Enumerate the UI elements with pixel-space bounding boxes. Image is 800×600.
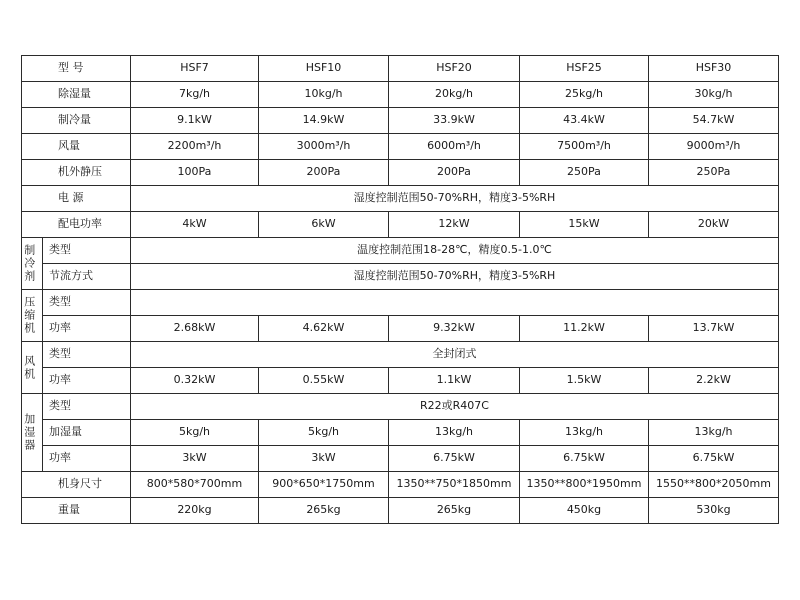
table-cell: [131, 290, 779, 316]
table-row: [22, 316, 779, 342]
table-row: [22, 498, 779, 524]
table-cell: 530kg: [649, 498, 779, 524]
table-cell: 265kg: [389, 498, 520, 524]
table-cell: 30kg/h: [649, 82, 779, 108]
row-label: 制冷量: [22, 108, 131, 134]
table-cell: 7500m³/h: [520, 134, 649, 160]
table-cell: 1.5kW: [520, 368, 649, 394]
table-cell: 20kW: [649, 212, 779, 238]
table-cell: 250Pa: [649, 160, 779, 186]
column-header: HSF10: [259, 56, 389, 82]
table-cell: 200Pa: [259, 160, 389, 186]
row-label: 类型: [43, 290, 131, 316]
table-cell: 54.7kW: [649, 108, 779, 134]
spec-table: [21, 55, 779, 524]
table-cell: R22或R407C: [131, 394, 779, 420]
column-header: HSF25: [520, 56, 649, 82]
table-row: [22, 134, 779, 160]
table-row: [22, 420, 779, 446]
table-row: [22, 264, 779, 290]
table-cell: 2.68kW: [131, 316, 259, 342]
row-label: 类型: [43, 342, 131, 368]
table-cell: 6.75kW: [520, 446, 649, 472]
table-row: [22, 160, 779, 186]
table-row: [22, 446, 779, 472]
row-label: 重量: [22, 498, 131, 524]
table-cell: 6.75kW: [649, 446, 779, 472]
table-cell: 0.32kW: [131, 368, 259, 394]
table-cell: 0.55kW: [259, 368, 389, 394]
table-cell: 900*650*1750mm: [259, 472, 389, 498]
group-label-refrigerant: 制冷剂: [22, 238, 43, 290]
row-label: 电 源: [22, 186, 131, 212]
table-row: [22, 82, 779, 108]
table-cell: 450kg: [520, 498, 649, 524]
table-row: [22, 56, 779, 82]
table-row: [22, 212, 779, 238]
table-row: [22, 342, 779, 368]
model-label: 型 号: [22, 56, 131, 82]
table-cell: 1350**800*1950mm: [520, 472, 649, 498]
row-label: 类型: [43, 394, 131, 420]
row-label: 风量: [22, 134, 131, 160]
row-label: 除湿量: [22, 82, 131, 108]
table-cell: 11.2kW: [520, 316, 649, 342]
table-cell: 1350**750*1850mm: [389, 472, 520, 498]
table-cell: 1.1kW: [389, 368, 520, 394]
row-label: 机身尺寸: [22, 472, 131, 498]
table-cell: 13kg/h: [389, 420, 520, 446]
row-label: 机外静压: [22, 160, 131, 186]
table-cell: 6.75kW: [389, 446, 520, 472]
table-row: [22, 238, 779, 264]
table-cell: 100Pa: [131, 160, 259, 186]
table-cell: 1550**800*2050mm: [649, 472, 779, 498]
table-cell: 9.1kW: [131, 108, 259, 134]
table-cell: 湿度控制范围50-70%RH，精度3-5%RH: [131, 264, 779, 290]
table-cell: 4.62kW: [259, 316, 389, 342]
table-cell: 265kg: [259, 498, 389, 524]
table-row: [22, 368, 779, 394]
table-cell: 10kg/h: [259, 82, 389, 108]
table-row: [22, 290, 779, 316]
table-cell: 800*580*700mm: [131, 472, 259, 498]
table-row: [22, 394, 779, 420]
table-cell: 9000m³/h: [649, 134, 779, 160]
table-cell: 13kg/h: [520, 420, 649, 446]
row-label: 功率: [43, 368, 131, 394]
table-cell: 3kW: [259, 446, 389, 472]
table-cell: 7kg/h: [131, 82, 259, 108]
row-label: 加湿量: [43, 420, 131, 446]
column-header: HSF20: [389, 56, 520, 82]
table-cell: 250Pa: [520, 160, 649, 186]
column-header: HSF30: [649, 56, 779, 82]
table-cell: 9.32kW: [389, 316, 520, 342]
table-cell: 43.4kW: [520, 108, 649, 134]
table-cell: 220kg: [131, 498, 259, 524]
row-label: 类型: [43, 238, 131, 264]
table-cell: 5kg/h: [131, 420, 259, 446]
group-label-compressor: 压缩机: [22, 290, 43, 342]
group-label-fan: 风机: [22, 342, 43, 394]
table-cell: 6000m³/h: [389, 134, 520, 160]
table-cell: 3000m³/h: [259, 134, 389, 160]
table-row: [22, 108, 779, 134]
table-cell: 14.9kW: [259, 108, 389, 134]
table-cell: 13kg/h: [649, 420, 779, 446]
table-cell: 2.2kW: [649, 368, 779, 394]
table-cell: 全封闭式: [131, 342, 779, 368]
table-row: [22, 186, 779, 212]
table-cell: 200Pa: [389, 160, 520, 186]
table-cell: 3kW: [131, 446, 259, 472]
group-label-humidifier: 加湿器: [22, 394, 43, 472]
table-row: [22, 472, 779, 498]
row-label: 节流方式: [43, 264, 131, 290]
table-cell: 温度控制范围18-28℃，精度0.5-1.0℃: [131, 238, 779, 264]
table-cell: 15kW: [520, 212, 649, 238]
table-cell: 6kW: [259, 212, 389, 238]
row-label: 配电功率: [22, 212, 131, 238]
table-cell: 湿度控制范围50-70%RH，精度3-5%RH: [131, 186, 779, 212]
table-cell: 2200m³/h: [131, 134, 259, 160]
column-header: HSF7: [131, 56, 259, 82]
row-label: 功率: [43, 446, 131, 472]
table-cell: 13.7kW: [649, 316, 779, 342]
table-cell: 33.9kW: [389, 108, 520, 134]
table-cell: 4kW: [131, 212, 259, 238]
row-label: 功率: [43, 316, 131, 342]
table-cell: 20kg/h: [389, 82, 520, 108]
table-cell: 25kg/h: [520, 82, 649, 108]
table-cell: 12kW: [389, 212, 520, 238]
table-cell: 5kg/h: [259, 420, 389, 446]
